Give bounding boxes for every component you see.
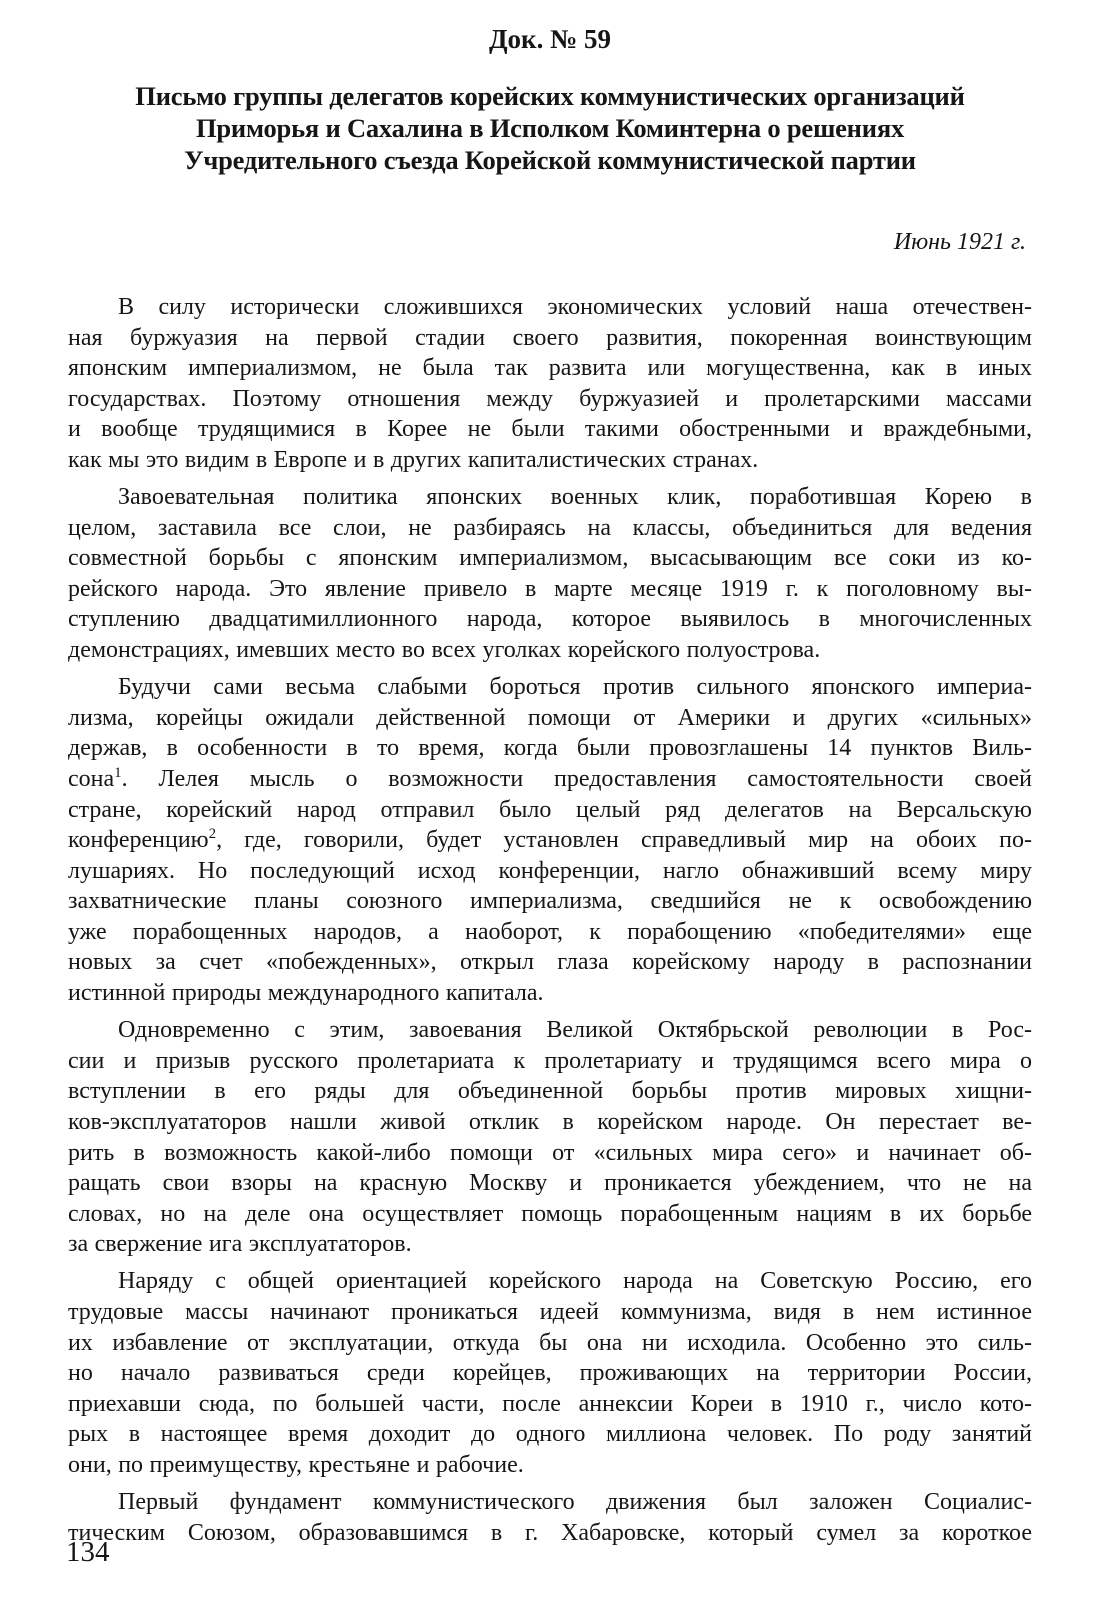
body-line: рых в настоящее время доходит до одного миллиона человек. По роду занятий: [68, 1421, 1032, 1448]
body-line: их избавление от эксплуатации, откуда бы она ни исходила. Особенно это силь-: [68, 1329, 1032, 1356]
body-line: новых за счет «побежденных», открыл глаза корейскому народу в распознании: [68, 949, 1032, 976]
body-line: и вообще трудящимися в Корее не были такими обостренными и враждебными,: [68, 416, 1032, 443]
body-line: ступлению двадцатимиллионного народа, которое выявилось в многочисленных: [68, 606, 1032, 633]
document-body: [68, 292, 1032, 1548]
body-line: лушариях. Но последующий исход конференции, нагло обнаживший всему миру: [68, 857, 1032, 884]
document-title: [60, 80, 1040, 176]
body-paragraph: [68, 1266, 1032, 1480]
title-line: Письмо группы делегатов корейских коммунистических организаций: [135, 81, 965, 111]
body-line: лизма, корейцы ожидали действенной помощи от Америки и других «сильных»: [68, 704, 1032, 731]
body-line: они, по преимуществу, крестьяне и рабочие.: [68, 1451, 524, 1478]
body-line: истинной природы международного капитала.: [68, 980, 544, 1007]
body-line: держав, в особенности в то время, когда были провозглашены 14 пунктов Виль-: [68, 735, 1032, 762]
body-line: Одновременно с этим, завоевания Великой Октябрьской революции в Рос-: [118, 1017, 1032, 1044]
body-line: ков-эксплуататоров нашли живой отклик в корейском народе. Он перестает ве-: [68, 1108, 1032, 1135]
body-line: ная буржуазия на первой стадии своего развития, покоренная воинствующим: [68, 324, 1032, 351]
footnote-mark: 2: [208, 826, 217, 843]
body-line: приехавши сюда, по большей части, после аннексии Кореи в 1910 г., число кото-: [68, 1390, 1032, 1417]
body-line: ращать свои взоры на красную Москву и проникается убеждением, что не на: [68, 1170, 1032, 1197]
document-date: Июнь 1921 г.: [893, 229, 1026, 255]
body-line: за свержение ига эксплуататоров.: [68, 1231, 412, 1258]
body-line: сии и призыв русского пролетариата к пролетариату и трудящимся всего мира о: [68, 1047, 1032, 1074]
body-line: японским империализмом, не была так развита или могущественна, как в иных: [68, 355, 1032, 382]
body-line: словах, но на деле она осуществляет помощь порабощенным нациям в их борьбе: [68, 1200, 1032, 1227]
body-paragraph: [68, 1015, 1032, 1260]
body-paragraph: [68, 672, 1032, 1009]
body-line: рейского народа. Это явление привело в марте месяце 1919 г. к поголовному вы-: [68, 575, 1032, 602]
footnote-mark: 1: [114, 764, 122, 781]
body-line: сона$^1$. Лелея мысль о возможности предоставления самостоятельности своей: [68, 764, 1032, 792]
body-line: совместной борьбы с японским империализмом, высасывающим все соки из ко-: [68, 545, 1032, 572]
body-line: уже порабощенных народов, а наоборот, к порабощению «победителями» еще: [68, 918, 1032, 945]
body-line: вступлении в его ряды для объединенной борьбы против мировых хищни-: [68, 1078, 1032, 1105]
body-line: трудовые массы начинают проникаться идеей коммунизма, видя в нем истинное: [68, 1299, 1032, 1325]
document-number: Док. № 59: [488, 24, 611, 54]
body-line: но начало развиваться среди корейцев, проживающих на территории России,: [68, 1360, 1032, 1387]
body-line: захватнические планы союзного империализма, сведшийся не к освобождению: [68, 888, 1032, 915]
body-line: конференцию$^2$, где, говорили, будет установлен справедливый мир на обоих по-: [68, 826, 1032, 854]
body-line: Будучи сами весьма слабыми бороться против сильного японского империа-: [118, 674, 1032, 701]
body-paragraph: [68, 292, 1032, 476]
body-line: как мы это видим в Европе и в других капиталистических странах.: [68, 446, 759, 473]
body-line: Наряду с общей ориентацией корейского народа на Советскую Россию, его: [118, 1268, 1032, 1295]
body-line: рить в возможность какой-либо помощи от «сильных мира сего» и начинает об-: [68, 1139, 1032, 1166]
body-line: государствах. Поэтому отношения между буржуазией и пролетарскими массами: [68, 385, 1032, 412]
body-line: демонстрациях, имевших место во всех уголках корейского полуострова.: [68, 637, 821, 664]
page-number: 134: [66, 1536, 110, 1568]
body-paragraph: [68, 482, 1032, 666]
body-line: В силу исторически сложившихся экономических условий наша отечествен-: [118, 294, 1032, 320]
title-line: Учредительного съезда Корейской коммунистической партии: [184, 145, 916, 175]
body-line: стране, корейский народ отправил было целый ряд делегатов на Версальскую: [68, 796, 1032, 823]
body-line: тическим Союзом, образовавшимся в г. Хабаровске, который сумел за короткое: [68, 1519, 1032, 1546]
body-line: Первый фундамент коммунистического движения был заложен Социалис-: [118, 1489, 1032, 1516]
body-paragraph: [68, 1487, 1032, 1548]
body-line: целом, заставила все слои, не разбираясь на классы, объединиться для ведения: [68, 514, 1032, 541]
title-line: Приморья и Сахалина в Исполком Коминтерна о решениях: [195, 113, 905, 143]
body-line: Завоевательная политика японских военных клик, поработившая Корею в: [118, 484, 1032, 511]
